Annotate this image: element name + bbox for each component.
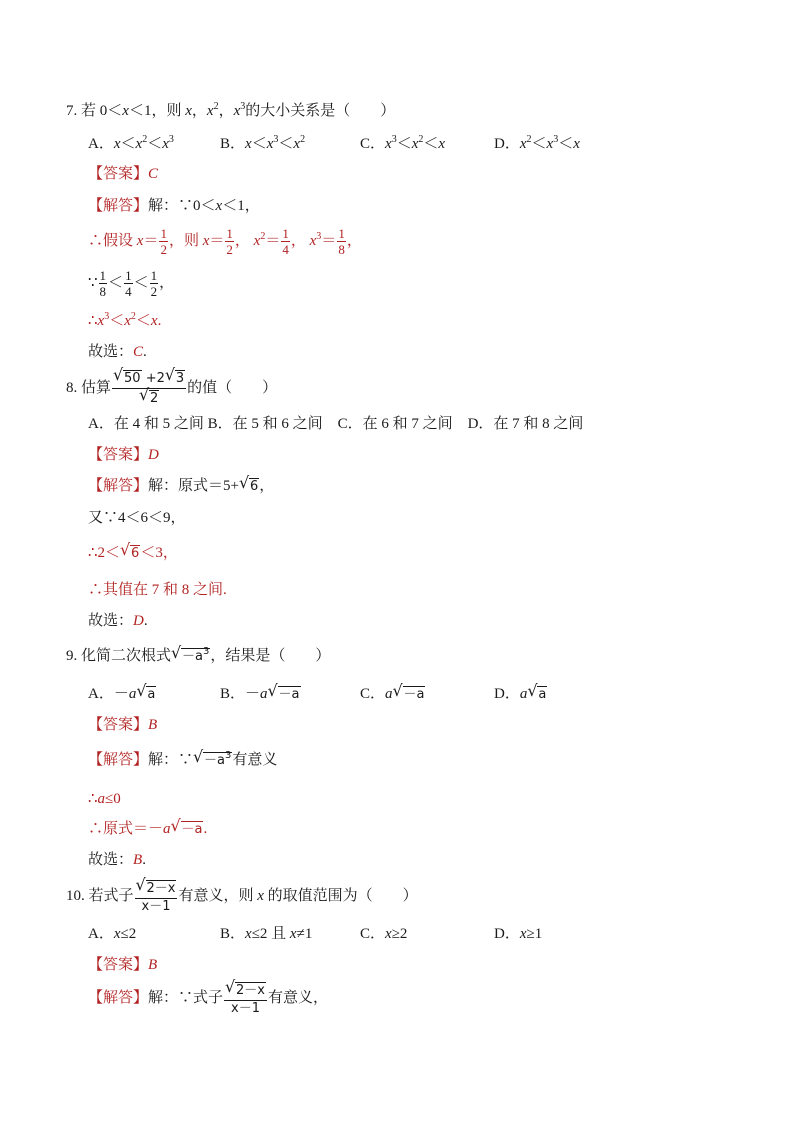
- fraction: $\frac{1}{2}$: [160, 226, 167, 258]
- question-9-stem: 9. 化简二次根式√ $-a^3$，结果是（ ）: [66, 646, 330, 666]
- solution-7-line-1: 【解答】解：∵0＜x＜1，: [88, 198, 260, 214]
- answer-value: B: [148, 957, 158, 973]
- option-d: D．a√ a: [494, 684, 547, 704]
- question-10-options: [88, 924, 688, 944]
- option-b: B．$x<x^3<x^2$: [220, 134, 306, 152]
- question-7-stem: 7. 若 0＜x＜1，则 x，$x^2$，$x^3$的大小关系是（ ）: [66, 101, 396, 119]
- option-d: D．$x^2<x^3<x$: [494, 134, 580, 152]
- answer-10: 【答案】B: [88, 957, 158, 973]
- solution-9-line-1: 【解答】解：∵√ $-a^3$有意义: [88, 750, 277, 770]
- question-8-options: A．在 4 和 5 之间 B．在 5 和 6 之间 C．在 6 和 7 之间 D．在 7 和 8 之间: [88, 416, 584, 432]
- answer-7: 【答案】C: [88, 166, 159, 182]
- answer-value: B: [148, 717, 158, 733]
- choice-9: 故选：B.: [88, 852, 146, 868]
- fraction: $\frac{1}{2}$: [226, 226, 233, 258]
- solution-7-line-4: $\therefore x^3<x^2<x$.: [88, 311, 162, 329]
- option-b: B．x≤2 且 x≠1: [220, 926, 313, 942]
- solution-8-line-4: ∴其值在 7 和 8 之间.: [88, 582, 227, 598]
- solution-9-line-2: ∴a≤0: [88, 791, 121, 807]
- fraction: $\frac{1}{8}$: [338, 226, 345, 258]
- choice-8: 故选：D.: [88, 613, 148, 629]
- question-7-options: [88, 134, 688, 154]
- option-b: B．－a√ －a: [220, 684, 301, 704]
- solution-7-line-3: ∵ $\frac{1}{8}$ ＜ $\frac{1}{4}$ ＜ $\frac{1}{2}$ ，: [88, 268, 175, 300]
- option-c: C．$x^3<x^2<x$: [360, 134, 446, 152]
- answer-value: C: [148, 166, 159, 182]
- answer-9: 【答案】B: [88, 717, 158, 733]
- solution-7-line-2: ∴假设 x＝ $\frac{1}{2}$ ，则 x＝ $\frac{1}{2}$ ， $x^2=$ $\frac{1}{4}$ ， $x^3=$ $\frac{1}{8}$ ，: [88, 226, 362, 258]
- option-a: A．$x<x^2<x^3$: [88, 134, 174, 152]
- question-8-stem: 8. 估算 √ 50 +2√ 3 √ 2 的值（ ）: [66, 368, 277, 408]
- solution-8-line-3: ∴2＜√ 6＜3，: [88, 543, 178, 563]
- fraction: $\frac{1}{4}$: [282, 226, 289, 258]
- solution-8-line-1: 【解答】解：原式＝5+√ 6，: [88, 476, 274, 496]
- solution-9-line-3: ∴原式＝－a√ －a.: [88, 819, 207, 839]
- answer-value: D: [148, 447, 159, 463]
- solution-8-line-2: 又∵4＜6＜9，: [88, 510, 186, 526]
- question-10-stem: 10. 若式子 √ $\frac{2-x}{x-1}$ 有意义，则 x 的取值范围为（ ）: [66, 876, 418, 916]
- solution-10-line-1: 【解答】解：∵式子 √ $\frac{2-x}{x-1}$ 有意义，: [88, 978, 328, 1018]
- option-c: C．a√ －a: [360, 684, 425, 704]
- choice-7: 故选：C.: [88, 344, 147, 360]
- question-9-options: [88, 684, 688, 704]
- option-d: D．x≥1: [494, 926, 543, 942]
- option-a: A．－a√ a: [88, 684, 156, 704]
- answer-8: 【答案】D: [88, 447, 159, 463]
- option-c: C．x≥2: [360, 926, 408, 942]
- option-a: A．x≤2: [88, 926, 137, 942]
